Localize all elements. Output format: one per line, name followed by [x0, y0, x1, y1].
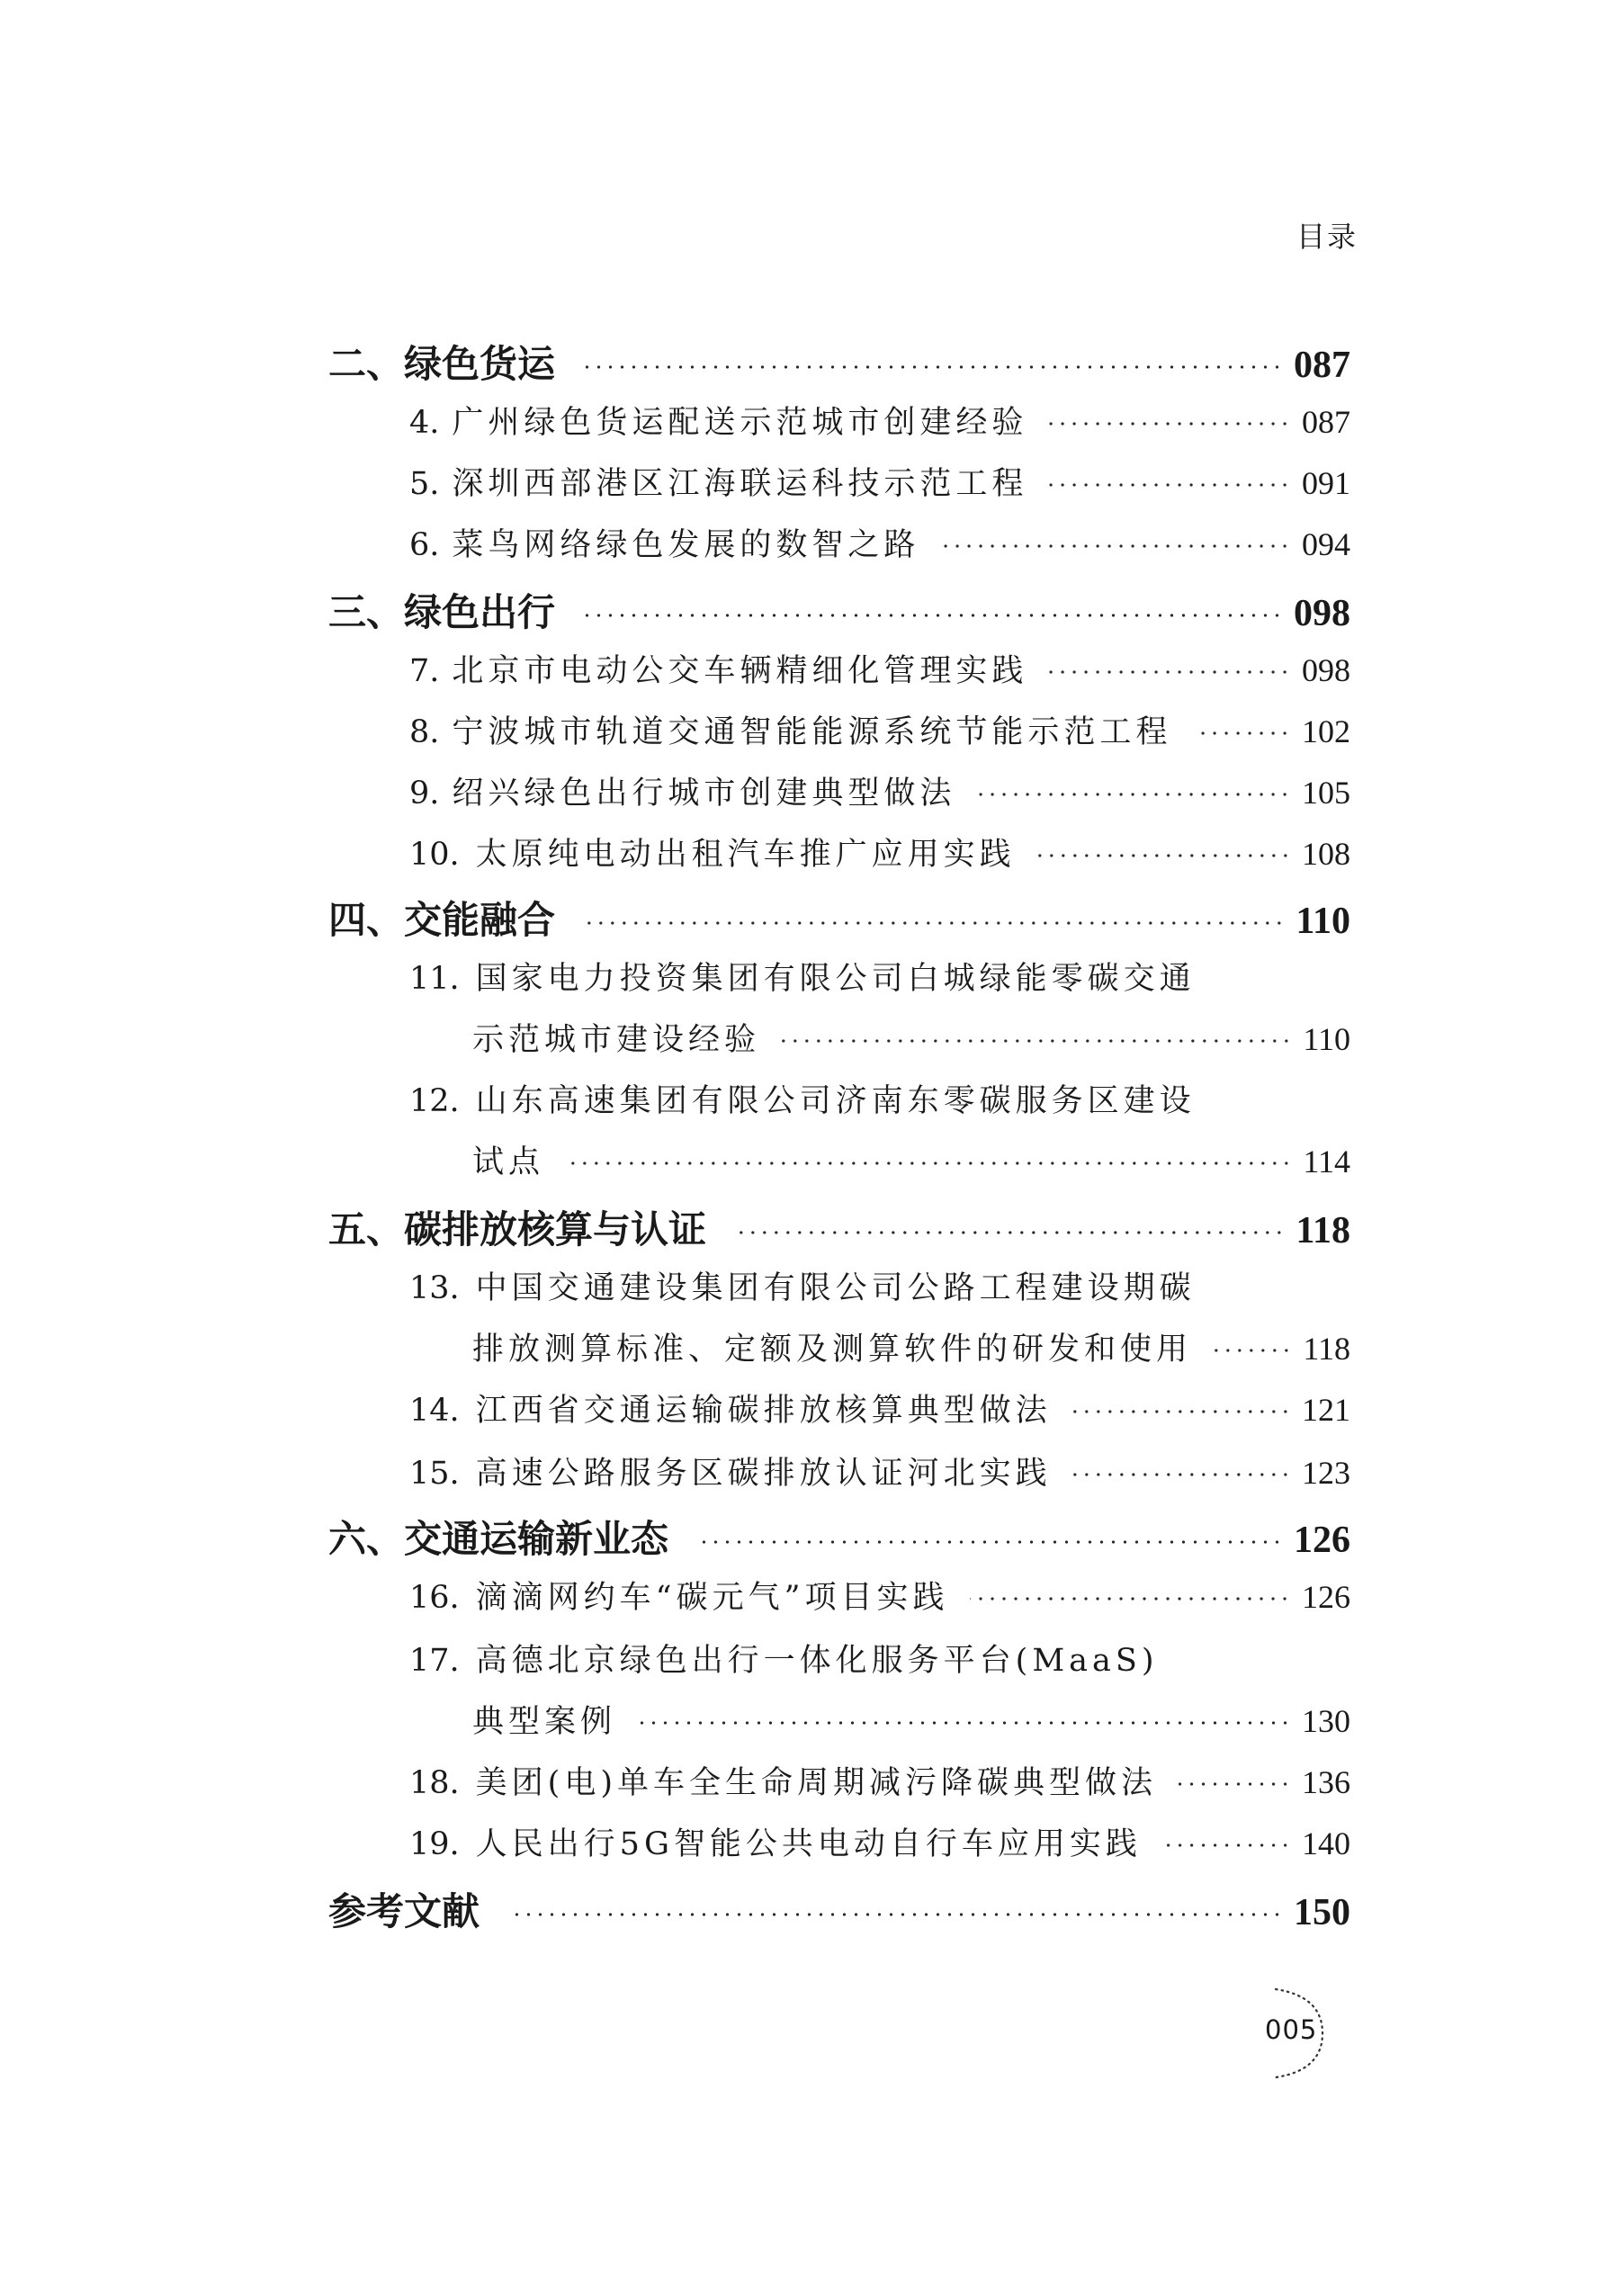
page-ref: 123: [1302, 1455, 1350, 1491]
dot-leader: [1037, 854, 1291, 857]
entry-title: 试点: [472, 1144, 545, 1180]
page-ref: 136: [1302, 1764, 1350, 1800]
toc-section-row[interactable]: [328, 335, 1350, 389]
entry-title: 江西省交通运输碳排放核算典型做法: [475, 1393, 1052, 1429]
toc-entry-row[interactable]: [472, 1697, 1350, 1742]
entry-number: 16.: [409, 1580, 460, 1616]
toc-entry-row[interactable]: [409, 1386, 1350, 1431]
toc-entry-row[interactable]: [472, 1324, 1350, 1369]
dot-leader: [1214, 1349, 1292, 1352]
dot-leader: [1193, 731, 1291, 735]
entry-title: 绍兴绿色出行城市创建典型做法: [452, 776, 956, 812]
entry-title: 太原纯电动出租汽车推广应用实践: [475, 837, 1016, 873]
dot-leader: [699, 1540, 1283, 1544]
entry-number: 6.: [409, 527, 440, 563]
dot-leader: [510, 1913, 1283, 1916]
dot-leader: [586, 365, 1283, 369]
entry-number: 7.: [409, 653, 440, 689]
entry-number: 10.: [409, 837, 460, 873]
page-ref: 110: [1296, 901, 1350, 942]
entry-number: 8.: [409, 714, 440, 750]
section-title: 六、交通运输新业态: [328, 1517, 669, 1561]
section-title: 五、碳排放核算与认证: [328, 1207, 707, 1251]
entry-number: 19.: [409, 1826, 460, 1862]
entry-title: 高德北京绿色出行一体化服务平台(MaaS): [475, 1643, 1159, 1679]
toc-entry-row[interactable]: [409, 646, 1350, 691]
toc-section-row[interactable]: [328, 1510, 1350, 1564]
page-ref: 098: [1302, 652, 1350, 688]
entry-number: 13.: [409, 1270, 460, 1306]
entry-title: 排放测算标准、定额及测算软件的研发和使用: [472, 1332, 1193, 1368]
toc-section-row[interactable]: [328, 583, 1350, 637]
dot-leader: [586, 921, 1285, 925]
entry-title: 中国交通建设集团有限公司公路工程建设期碳: [475, 1270, 1196, 1306]
page-ref: 130: [1302, 1703, 1350, 1739]
toc-entry-row[interactable]: [409, 1076, 1350, 1121]
dot-leader: [977, 793, 1291, 796]
page-ref: 126: [1294, 1520, 1350, 1561]
entry-title: 宁波城市轨道交通智能能源系统节能示范工程: [452, 714, 1172, 750]
section-title: 二、绿色货运: [328, 342, 556, 386]
entry-number: 9.: [409, 776, 440, 812]
dot-leader: [941, 544, 1291, 548]
table-of-contents: [328, 0, 1350, 1979]
toc-entry-row[interactable]: [409, 1636, 1350, 1681]
page-ref: 126: [1302, 1579, 1350, 1615]
page-ref: 118: [1296, 1210, 1350, 1251]
page-ref: 140: [1302, 1825, 1350, 1861]
page-ref: 098: [1294, 593, 1350, 634]
page-ref: 087: [1294, 345, 1350, 386]
section-title: 四、交能融合: [328, 898, 556, 942]
toc-section-row[interactable]: [328, 1882, 1350, 1936]
page-ref: 091: [1302, 465, 1350, 501]
page-ref: 114: [1303, 1144, 1350, 1179]
entry-title: 美团(电)单车全生命周期减污降碳典型做法: [475, 1765, 1157, 1801]
toc-entry-row[interactable]: [409, 954, 1350, 999]
page-ref: 121: [1302, 1392, 1350, 1428]
toc-entry-row[interactable]: [472, 1137, 1350, 1182]
page-ref: 110: [1303, 1021, 1350, 1057]
page-ref: 087: [1302, 404, 1350, 440]
page-ref: 108: [1302, 836, 1350, 872]
page-ref: 105: [1302, 775, 1350, 811]
toc-entry-row[interactable]: [409, 1819, 1350, 1864]
dot-leader: [1163, 1843, 1291, 1847]
toc-entry-row[interactable]: [409, 1758, 1350, 1803]
page-folio: [1263, 1984, 1328, 2083]
section-title: 三、绿色出行: [328, 590, 556, 634]
entry-number: 12.: [409, 1083, 460, 1119]
dot-leader: [737, 1231, 1285, 1234]
page-ref: 094: [1302, 526, 1350, 562]
running-header: 目录: [1296, 220, 1358, 254]
dot-leader: [782, 1039, 1292, 1043]
toc-section-row[interactable]: [328, 891, 1350, 945]
entry-title: 人民出行5G智能公共电动自行车应用实践: [475, 1826, 1142, 1862]
toc-section-row[interactable]: [328, 1200, 1350, 1254]
toc-entry-row[interactable]: [409, 1448, 1350, 1493]
entry-title: 广州绿色货运配送示范城市创建经验: [452, 405, 1028, 441]
dot-leader: [970, 1597, 1291, 1601]
toc-entry-row[interactable]: [409, 1573, 1350, 1618]
entry-number: 15.: [409, 1456, 460, 1492]
dot-leader: [1049, 483, 1291, 487]
toc-entry-row[interactable]: [409, 707, 1350, 752]
toc-entry-row[interactable]: [409, 459, 1350, 504]
dot-leader: [586, 614, 1283, 617]
dot-leader: [638, 1721, 1291, 1725]
entry-title: 高速公路服务区碳排放认证河北实践: [475, 1456, 1052, 1492]
dot-leader: [566, 1161, 1292, 1165]
toc-entry-row[interactable]: [409, 398, 1350, 443]
entry-number: 17.: [409, 1643, 460, 1679]
entry-title: 滴滴网约车“碳元气”项目实践: [475, 1580, 949, 1616]
dot-leader: [1179, 1782, 1291, 1786]
dot-leader: [1049, 422, 1291, 426]
section-title: 参考文献: [328, 1889, 480, 1933]
toc-entry-row[interactable]: [409, 1263, 1350, 1308]
page-number: 005: [1265, 2014, 1318, 2045]
entry-title: 典型案例: [472, 1704, 617, 1740]
entry-title: 菜鸟网络绿色发展的数智之路: [452, 527, 920, 563]
toc-entry-row[interactable]: [409, 768, 1350, 813]
entry-title: 北京市电动公交车辆精细化管理实践: [452, 653, 1028, 689]
page-ref: 150: [1294, 1892, 1350, 1933]
entry-title: 示范城市建设经验: [472, 1022, 761, 1058]
toc-entry-row[interactable]: [409, 520, 1350, 565]
toc-entry-row[interactable]: [409, 830, 1350, 874]
dot-leader: [1049, 670, 1291, 674]
entry-title: 深圳西部港区江海联运科技示范工程: [452, 466, 1028, 502]
entry-number: 14.: [409, 1393, 460, 1429]
entry-number: 11.: [409, 961, 460, 997]
entry-number: 18.: [409, 1765, 460, 1801]
dot-leader: [1073, 1410, 1291, 1413]
entry-title: 山东高速集团有限公司济南东零碳服务区建设: [475, 1083, 1196, 1119]
entry-number: 5.: [409, 466, 440, 502]
entry-title: 国家电力投资集团有限公司白城绿能零碳交通: [475, 961, 1196, 997]
dot-leader: [1073, 1473, 1291, 1476]
entry-number: 4.: [409, 405, 440, 441]
page-ref: 102: [1302, 713, 1350, 749]
toc-entry-row[interactable]: [472, 1015, 1350, 1060]
page-ref: 118: [1303, 1331, 1350, 1367]
